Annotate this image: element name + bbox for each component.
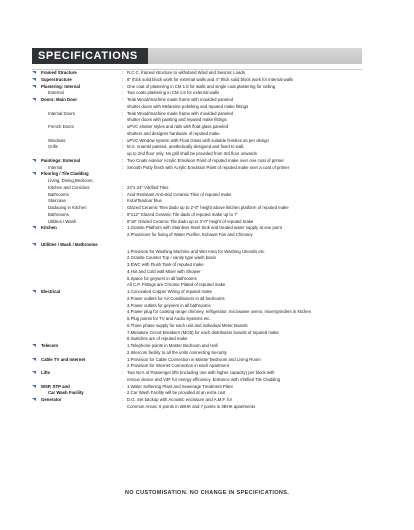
spec-row	[28, 316, 368, 323]
spec-value: 1.Concealed Copper Wiring of reputed make	[127, 289, 213, 294]
bullet-arrow-icon	[32, 78, 36, 81]
spec-label: Telecom	[41, 343, 59, 348]
spec-value: One coat of plastering in CM 1:6 for walls and single coat plastering for ceiling	[127, 83, 276, 89]
specifications-header	[32, 48, 362, 64]
bullet-arrow-icon	[32, 71, 36, 74]
spec-value: All C.P. Fittings are Chrome Plated of reputed make	[127, 282, 226, 288]
spec-value: Glazed Ceramic Tiles dado up to 2'-0" height above kitchen platform of reputed make	[127, 205, 289, 210]
spec-value: Teak Wood/machine made frame with moulded paneled	[127, 110, 233, 116]
bullet-arrow-icon	[32, 385, 36, 388]
spec-label: Doors: Main Door	[41, 97, 78, 102]
spec-label: Cable TV and Internet	[41, 356, 86, 362]
spec-value: 4.Hot and Cold wall Mixer with Shower	[127, 268, 201, 274]
spec-row	[28, 225, 368, 232]
spec-label: Plastering: Internal	[41, 83, 80, 89]
spec-separator: :	[122, 397, 124, 402]
spec-row	[28, 282, 368, 289]
spec-separator: :	[122, 211, 124, 217]
spec-row	[28, 343, 368, 350]
spec-row	[28, 370, 368, 377]
spec-row	[28, 357, 368, 364]
spec-label: Dadooing in Kitchen	[48, 205, 87, 210]
spec-row	[28, 97, 368, 104]
bullet-arrow-icon	[32, 226, 36, 229]
spec-row	[28, 198, 368, 205]
spec-row	[28, 124, 368, 131]
spec-label: French Doors	[48, 124, 75, 129]
spec-label: Generator	[41, 397, 62, 402]
spec-separator: :	[122, 70, 124, 75]
spec-separator: :	[122, 137, 124, 143]
spec-value: Two coats plastering in CM 1:6 for external walls	[127, 90, 220, 96]
spec-separator: :	[122, 383, 124, 389]
spec-value: 2.Granite Counter Top / vanity type wash basin	[127, 255, 217, 261]
spec-value: uPVC shutter styles and rails with float glass paneled	[127, 124, 229, 129]
page-title: SPECIFICATIONS	[32, 48, 148, 64]
spec-row	[28, 363, 368, 370]
spec-row	[28, 151, 368, 158]
spec-separator: :	[122, 110, 124, 116]
spec-row	[28, 131, 368, 138]
spec-row	[28, 296, 368, 303]
spec-separator: :	[122, 97, 124, 102]
spec-separator: :	[122, 76, 124, 82]
spec-value: rescue device and V3F for energy efficiency. Entrance with Vitrified Tile Cladding	[127, 376, 281, 382]
spec-value: 1.Water Softening Plant and Sewerage Treatment Plant	[127, 383, 233, 389]
spec-value: Kota/Tandoor blue	[127, 198, 162, 204]
spec-value: Acid Resistant Anti-skid Ceramic Tiles of reputed make	[127, 191, 232, 197]
spec-row	[28, 111, 368, 118]
spec-row	[28, 84, 368, 91]
spec-row	[28, 138, 368, 145]
spec-value: 4.Power plug for cooking range chimney, refrigerator, microwave ovens, mixer/grinders in kitchen	[127, 309, 312, 315]
spec-row	[28, 384, 368, 391]
spec-separator: :	[122, 218, 124, 224]
bullet-arrow-icon	[32, 159, 36, 162]
footer-note: NO CUSTOMISATION. NO CHANGE IN SPECIFICATIONS.	[124, 490, 290, 496]
spec-row	[28, 249, 368, 256]
spec-value: 6.Three phase supply for each unit and individual Meter Boards	[127, 322, 248, 328]
spec-separator: :	[122, 191, 124, 197]
spec-separator: :	[122, 164, 124, 170]
spec-row	[28, 404, 368, 411]
spec-row	[28, 117, 368, 124]
spec-row	[28, 255, 368, 262]
spec-value: D.G. Set backup with Acoustic enclosure and A.M.F. for	[127, 397, 233, 402]
spec-row	[28, 289, 368, 296]
spec-row	[28, 171, 368, 178]
spec-row	[28, 377, 368, 384]
bullet-arrow-icon	[32, 358, 36, 361]
spec-label: Staircase	[48, 198, 66, 204]
bullet-arrow-icon	[32, 243, 36, 246]
spec-value: shutters and designer hardware of reputed make	[127, 130, 220, 136]
spec-label: Utilities / Wash / Bathrooms	[41, 241, 98, 247]
spec-value: 8"x8" Glazed Ceramic Tile dado up to 3'-0" height of reputed make	[127, 218, 254, 224]
spec-value: up to 2nd floor only. No grill shall be provided from 3rd floor onwards	[127, 151, 257, 156]
spec-label: Lifts	[41, 370, 51, 375]
bullet-arrow-icon	[32, 371, 36, 374]
spec-label: Bathrooms	[48, 191, 69, 197]
spec-row	[28, 212, 368, 219]
bullet-arrow-icon	[32, 172, 36, 175]
spec-row	[28, 90, 368, 97]
spec-value: 3.EWC with Flush Tank of reputed make	[127, 262, 204, 267]
bullet-arrow-icon	[32, 398, 36, 401]
spec-value: shutter doors with Melamine polishing and reputed make fittings	[127, 103, 249, 109]
spec-value: 1.Provision for Washing Machine and Wet Area for Washing Utensils etc.	[127, 248, 266, 254]
spec-label: Living, Dining,Bedroom,	[48, 178, 94, 183]
spec-row	[28, 330, 368, 337]
spec-value: 2.Provisions for fixing of Water Purifier, Exhaust Fan and Chimney	[127, 232, 253, 237]
spec-label: Electrical	[41, 289, 61, 294]
spec-label: Framed Structure	[41, 70, 77, 75]
spec-value: 5.Space for geysers in all bathrooms	[127, 275, 197, 281]
spec-row	[28, 185, 368, 192]
spec-label: Car Wash Facility	[48, 390, 84, 396]
spec-value: Teak Wood/machine made frame with moulded paneled	[127, 97, 233, 102]
spec-value: 1.Granite Platform with Stainless Steel Sink and treated water supply at one point	[127, 225, 282, 231]
spec-value: 7.Miniature Circuit Breakers (MCB) for each distribution boards of reputed make	[127, 329, 279, 335]
spec-row	[28, 303, 368, 310]
bullet-arrow-icon	[32, 344, 36, 347]
spec-label: Utilities / Wash	[48, 218, 77, 224]
spec-row	[28, 77, 368, 84]
spec-separator: :	[122, 144, 124, 150]
spec-value: 2.Intercom facility to all the units connecting Security	[127, 349, 227, 355]
spec-row	[28, 104, 368, 111]
spec-value: 2.Power outlets for Air Conditioners in all bedrooms	[127, 295, 225, 301]
spec-separator: :	[122, 205, 124, 210]
spec-value: 2.Provision for Internet Connection in each Apartment	[127, 363, 229, 369]
spec-label: Paintings: External	[41, 157, 80, 163]
spec-value: 5.Plug points for TV and Audio Systems etc.	[127, 316, 211, 321]
spec-row	[28, 165, 368, 172]
spec-separator: :	[122, 124, 124, 129]
spec-separator: :	[122, 370, 124, 375]
bullet-arrow-icon	[32, 290, 36, 293]
spec-value: 8"x12" Glazed Ceramic Tile dado of reputed make up to 7'	[127, 211, 238, 217]
spec-row	[28, 269, 368, 276]
spec-value: 8" thick solid block work for external walls and 4" thick solid block work for internal walls	[127, 76, 294, 82]
spec-row	[28, 350, 368, 357]
bullet-arrow-icon	[32, 98, 36, 101]
spec-separator: :	[122, 83, 124, 89]
spec-label: Kitchen and Corridors	[48, 184, 90, 190]
spec-row	[28, 323, 368, 330]
spec-value: 3.Power outlets for geysers in all bathrooms	[127, 302, 211, 308]
spec-label: Kitchen	[41, 225, 57, 231]
spec-value: shutter doors with painting and reputed make fittings	[127, 117, 227, 123]
spec-label: Flooring / Tile Cladding	[41, 171, 89, 177]
spec-label: Grills	[48, 144, 58, 150]
spec-value: 1.Telephone points in Master Bedroom and Hall	[127, 343, 218, 348]
spec-separator: :	[122, 184, 124, 190]
bullet-arrow-icon	[32, 85, 36, 88]
spec-label: Bathrooms	[48, 211, 69, 217]
spec-row	[28, 144, 368, 151]
spec-separator: :	[122, 198, 124, 204]
spec-value: 1.Provision for Cable Connection in Master Bedroom and Living Room	[127, 356, 261, 362]
spec-value: Common Areas; 6 points in 2BHK and 7 points in 3BHK apartments	[127, 403, 256, 409]
spec-separator: :	[122, 225, 124, 231]
spec-value: Two No's of Passenger lifts (including one with higher capacity) per block with	[127, 370, 275, 375]
spec-row	[28, 192, 368, 199]
spec-value: Two Coats exterior Acrylic Emulsion Paint of reputed make over one coat of primer	[127, 157, 284, 163]
spec-row	[28, 276, 368, 283]
spec-row	[28, 232, 368, 239]
spec-value: 24"x 24" Vitrified Tiles	[127, 184, 169, 190]
spec-separator: :	[122, 90, 124, 96]
spec-label: External	[48, 90, 64, 96]
spec-label: WSP, STP and	[41, 383, 70, 389]
spec-separator: :	[122, 157, 124, 163]
spec-row	[28, 70, 368, 77]
spec-value: Smooth Putty finish with Acrylic Emulsion Paint of reputed make over a coat of primer	[127, 164, 290, 170]
spec-row	[28, 309, 368, 316]
spec-row	[28, 242, 368, 249]
spec-label: Internal Doors	[48, 110, 75, 116]
spec-value: M.S. enamel painted, aesthetically designed and fixed to wall,	[127, 144, 245, 150]
spec-label: Windows	[48, 137, 66, 143]
spec-row	[28, 390, 368, 397]
spec-row	[28, 219, 368, 226]
spec-row	[28, 262, 368, 269]
spec-label: Internal	[48, 164, 63, 170]
spec-value: R.C.C. framed structure to withstand Wind and Seismic Loads	[127, 70, 245, 75]
spec-row	[28, 397, 368, 404]
spec-row	[28, 205, 368, 212]
spec-row	[28, 158, 368, 165]
spec-label: Superstructure	[41, 76, 72, 82]
spec-row	[28, 178, 368, 185]
spec-value: 2.Car Wash Facility will be provided at an extra cost	[127, 390, 226, 396]
spec-value: 8.Switches are of reputed make	[127, 336, 188, 342]
spec-value: uPVC Window system with Float Glass with suitable finishes as per design	[127, 137, 269, 143]
spec-row	[28, 336, 368, 343]
